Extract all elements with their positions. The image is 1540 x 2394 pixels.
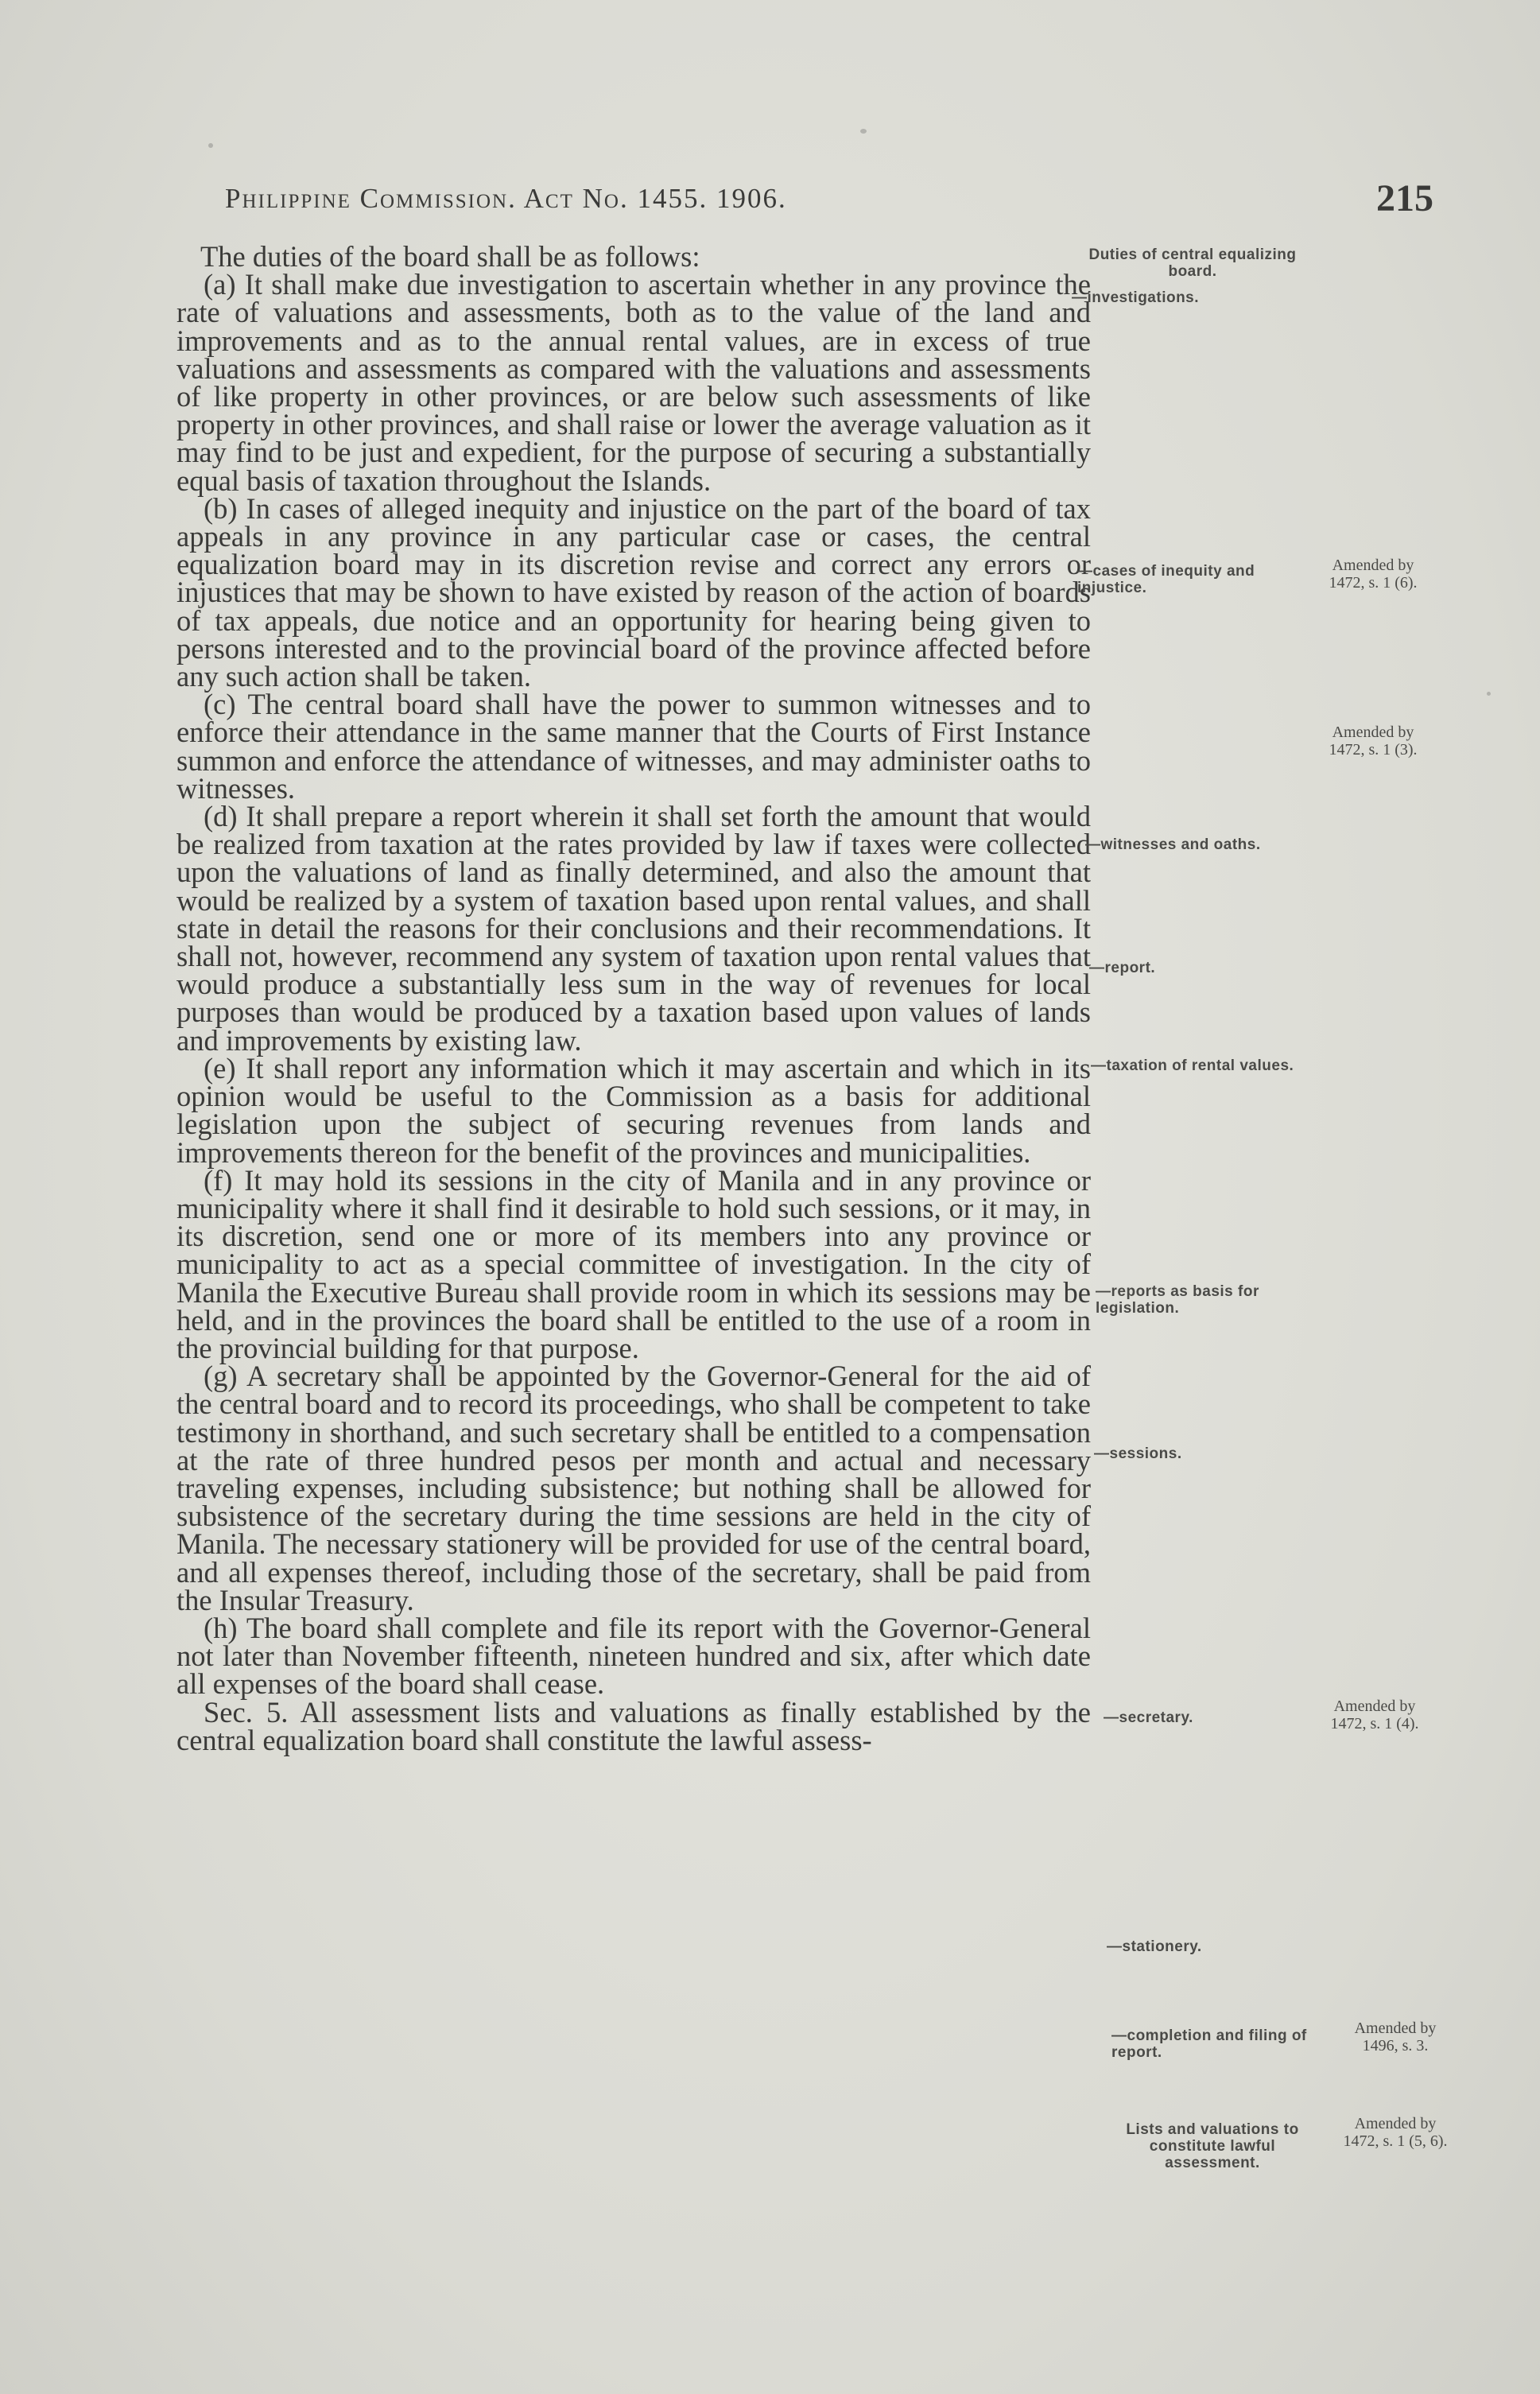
paragraph-b: (b) In cases of alleged inequity and injustice on the part of the board of tax appeals in any province in any particular case or cases, the central equalization board may in its discretion revise and correct any errors or injustices that may be shown to have existed by reason of the action of boards of tax appeals, due notice and an opportunity for hearing being given to persons interested and to the provincial board of the province affected before any such action shall be taken. (176, 491, 1091, 693)
paragraph-intro: The duties of the board shall be as follows: (200, 240, 700, 273)
margin-note-stationery: —stationery. (1107, 1938, 1202, 1955)
amendment-note: Amended by 1472, s. 1 (3). (1329, 724, 1418, 759)
margin-note-taxation: —taxation of rental values. (1091, 1057, 1294, 1074)
page-number: 215 (1376, 177, 1433, 219)
paper-speck (208, 143, 213, 148)
margin-note-inequity: —cases of inequity and injustice. (1077, 563, 1255, 596)
body-text (176, 240, 1091, 1756)
amendment-note: Amended by 1472, s. 1 (4). (1330, 1698, 1419, 1732)
amendment-note: Amended by 1496, s. 3. (1354, 2020, 1437, 2054)
margin-note-completion: —completion and filing of report. (1111, 2027, 1307, 2061)
paragraph-sec-5: Sec. 5. All assessment lists and valuations as finally established by the central equalization board shall constitute the lawful assess- (176, 1695, 1091, 1756)
paper-speck (1487, 692, 1491, 696)
page-header (225, 177, 1433, 224)
margin-note-duties: Duties of central equalizing board. (1088, 246, 1297, 280)
margin-note-witnesses: —witnesses and oaths. (1085, 836, 1261, 853)
paragraph-a: (a) It shall make due investigation to ascertain whether in any province the rate of valuations and assessments, both as to the value of the land and improvements and as to the annual rental values, are in excess of true valuations and assessments as compared with the valuations and assessments of like property in other provinces, or are below such assessments of like property in other provinces, and shall raise or lower the average valuation as it may find to be just and expedient, for the purpose of securing a substantially equal basis of taxation throughout the Islands. (176, 268, 1091, 497)
margin-note-investigations: —investigations. (1072, 289, 1200, 306)
amendment-note: Amended by 1472, s. 1 (5, 6). (1343, 2115, 1448, 2150)
paragraph-f: (f) It may hold its sessions in the city of Manila and in any province or municipality where it shall find it desirable to hold such sessions, or it may, in its discretion, send one or more of its members into any province or municipality to act as a special committee of investigation. In the city of Manila the Executive Bureau shall provide room in which its sessions may be held, and in the provinces the board shall be entitled to the use of a room in the provincial building for that purpose. (176, 1163, 1091, 1364)
paragraph-d: (d) It shall prepare a report wherein it shall set forth the amount that would be realized from taxation at the rates provided by law if taxes were collected upon the valuations of land as finally determined, and also the amount that would be realized by a system of taxation based upon rental values, and shall state in detail the reasons for their conclusions and their recommendations. It shall not, however, recommend any system of taxation upon rental values that would produce a substantially less sum in the way of revenues for local purposes than would be produced by a taxation based upon values of lands and improvements by existing law. (176, 800, 1091, 1057)
paper-speck (860, 129, 867, 134)
margin-note-lists: Lists and valuations to constitute lawful assessment. (1126, 2121, 1299, 2171)
amendment-note: Amended by 1472, s. 1 (6). (1329, 557, 1418, 592)
paragraph-e: (e) It shall report any information which it may ascertain and which in its opinion would be useful to the Commission as a basis for additional legislation upon the subject of securing revenues from lands and improvements thereon for the benefit of the provinces and municipalities. (176, 1051, 1091, 1169)
margin-note-report: —report. (1089, 960, 1156, 976)
margin-note-legislation: —reports as basis for legislation. (1096, 1283, 1259, 1317)
margin-note-sessions: —sessions. (1094, 1445, 1182, 1462)
paragraph-g: (g) A secretary shall be appointed by the Governor-General for the aid of the central board and to record its proceedings, who shall be competent to take testimony in shorthand, and such secretary shall be entitled to a compensation at the rate of three hundred pesos per month and actual and necessary traveling expenses, including subsistence; but nothing shall be allowed for subsistence of the secretary during the time sessions are held in the city of Manila. The necessary stationery will be provided for use of the central board, and all expenses thereof, including those of the secretary, shall be paid from the Insular Treasury. (176, 1360, 1091, 1616)
running-title: Philippine Commission. Act No. 1455. 1906. (225, 183, 787, 214)
paragraph-c: (c) The central board shall have the power to summon witnesses and to enforce their attendance in the same manner that the Courts of First Instance summon and enforce the attendance of witnesses, and may administer oaths to witnesses. (176, 688, 1091, 805)
paragraph-h: (h) The board shall complete and file its report with the Governor-General not later than November fifteenth, nineteen hundred and six, after which date all expenses of the board shall cease. (176, 1611, 1091, 1701)
margin-note-secretary: —secretary. (1104, 1709, 1193, 1726)
